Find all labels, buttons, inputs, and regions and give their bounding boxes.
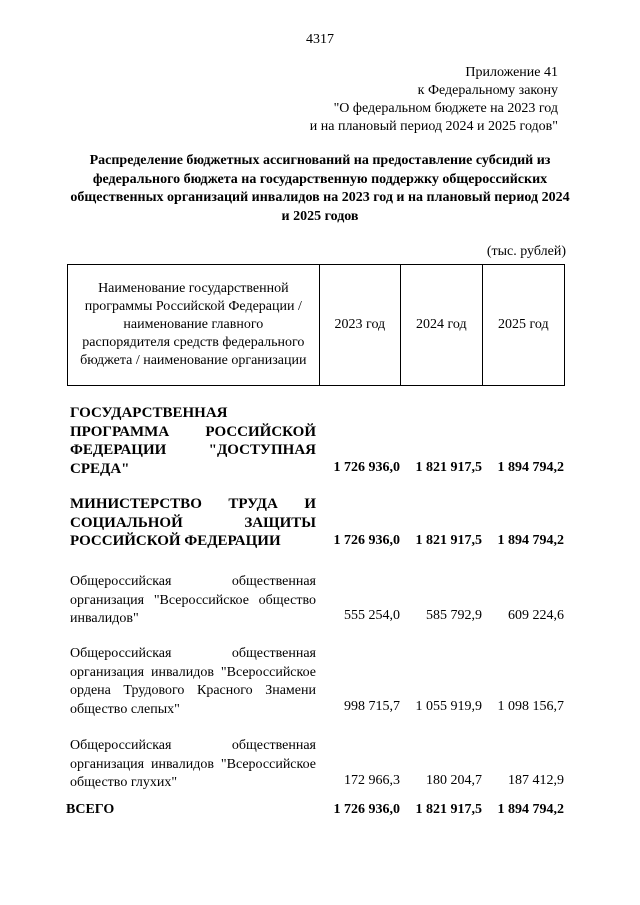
total-2025: 1 894 794,2 — [497, 802, 564, 817]
row-ministry-2025: 1 894 794,2 — [497, 533, 564, 548]
row-org-invalids-name: Общероссийская общественная организация "Всероссийское общество инвалидов" — [70, 574, 316, 626]
row-ministry-name: МИНИСТЕРСТВО ТРУДА И СОЦИАЛЬНОЙ ЗАЩИТЫ РОССИЙСКОЙ ФЕДЕРАЦИИ — [70, 496, 316, 549]
page-number: 4317 — [306, 32, 334, 47]
header-name-column: Наименование государственной программы Российской Федерации / наименование главного распорядителя средств федерального бюджета / наименование организации — [68, 265, 320, 386]
header-2023-column: 2023 год — [319, 265, 400, 386]
row-org-blind-2025: 1 098 156,7 — [497, 699, 564, 714]
header-2024-column: 2024 год — [401, 265, 482, 386]
appendix-line-1: Приложение 41 — [465, 65, 558, 80]
total-2024: 1 821 917,5 — [415, 802, 482, 817]
document-title: Распределение бюджетных ассигнований на предоставление субсидий из федерального бюджета на государственную поддержку общероссийских общественных организаций инвалидов на 2023 год и на плановый период 2024 и 2025 годов — [70, 153, 570, 224]
row-org-blind-2024: 1 055 919,9 — [415, 699, 482, 714]
row-org-deaf-2025: 187 412,9 — [508, 773, 564, 788]
appendix-reference — [310, 64, 558, 136]
row-org-blind-2023: 998 715,7 — [344, 699, 400, 714]
row-org-deaf-2024: 180 204,7 — [426, 773, 482, 788]
row-org-invalids-2024: 585 792,9 — [426, 608, 482, 623]
row-org-deaf-2023: 172 966,3 — [344, 773, 400, 788]
row-program-2023: 1 726 936,0 — [333, 460, 400, 475]
row-ministry-2023: 1 726 936,0 — [333, 533, 400, 548]
row-org-deaf-name: Общероссийская общественная организация инвалидов "Всероссийское общество глухих" — [70, 738, 316, 790]
total-label: ВСЕГО — [66, 802, 115, 817]
row-program-2025: 1 894 794,2 — [497, 460, 564, 475]
row-org-invalids-2025: 609 224,6 — [508, 608, 564, 623]
units-label: (тыс. рублей) — [486, 244, 566, 259]
row-ministry-2024: 1 821 917,5 — [415, 533, 482, 548]
header-2025-column: 2025 год — [482, 265, 564, 386]
row-program-2024: 1 821 917,5 — [415, 460, 482, 475]
row-org-blind-name: Общероссийская общественная организация инвалидов "Всероссийское ордена Трудового Красного Знамени общество слепых" — [70, 646, 316, 717]
row-org-invalids-2023: 555 254,0 — [344, 608, 400, 623]
appendix-line-3: "О федеральном бюджете на 2023 год — [333, 101, 558, 116]
appendix-line-2: к Федеральному закону — [417, 83, 558, 98]
row-program-name: ГОСУДАРСТВЕННАЯ ПРОГРАММА РОССИЙСКОЙ ФЕДЕРАЦИИ "ДОСТУПНАЯ СРЕДА" — [70, 405, 316, 477]
appendix-line-4: и на плановый период 2024 и 2025 годов" — [309, 119, 558, 134]
table-header — [67, 264, 565, 386]
total-2023: 1 726 936,0 — [333, 802, 400, 817]
